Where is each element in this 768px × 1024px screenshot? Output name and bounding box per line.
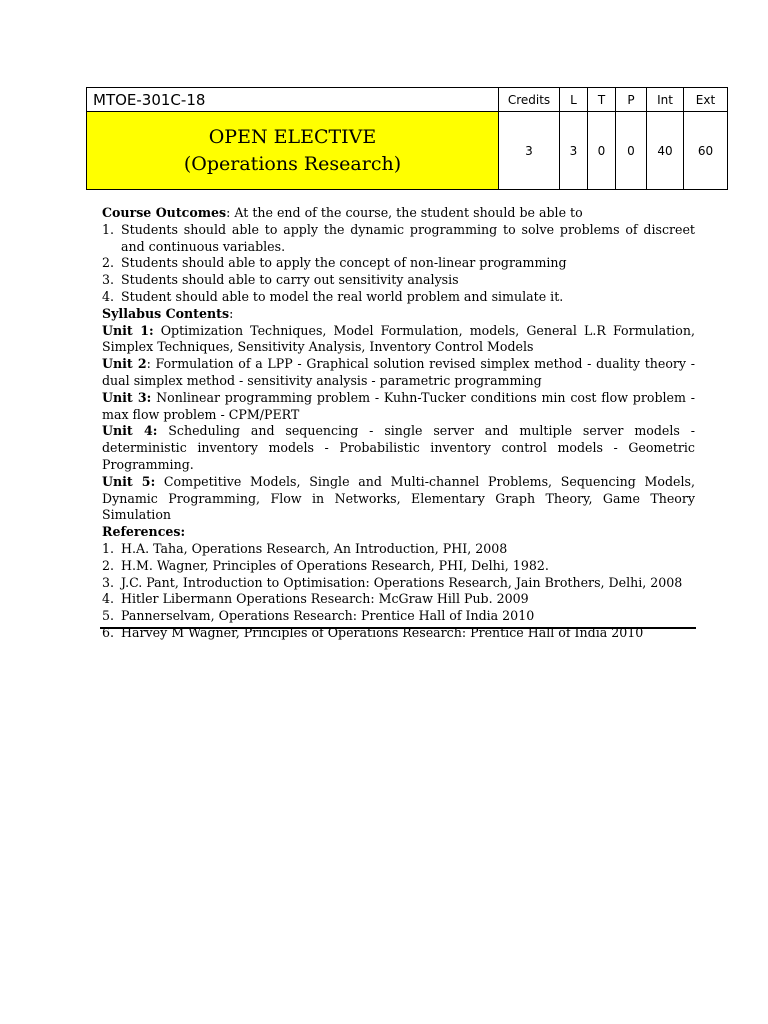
syllabus-label: Syllabus Contents bbox=[102, 305, 230, 321]
reference-item bbox=[102, 541, 695, 558]
outcome-item bbox=[102, 272, 695, 289]
p-value: 0 bbox=[616, 112, 647, 190]
reference-item bbox=[102, 608, 695, 625]
reference-item bbox=[102, 575, 695, 592]
course-code: MTOE-301C-18 bbox=[87, 88, 499, 112]
unit-label: Unit 1: bbox=[102, 322, 154, 338]
col-ext-header: Ext bbox=[684, 88, 728, 112]
col-t-header: T bbox=[588, 88, 616, 112]
col-credits-header: Credits bbox=[499, 88, 560, 112]
unit-text: Nonlinear programming problem - Kuhn-Tucker conditions min cost flow problem - max flow problem - CPM/PERT bbox=[102, 389, 695, 422]
reference-number: 5. bbox=[102, 608, 115, 624]
unit-label: Unit 4: bbox=[102, 423, 158, 439]
unit-paragraph bbox=[102, 390, 695, 424]
outcome-number: 3. bbox=[102, 272, 115, 288]
outcome-number: 4. bbox=[102, 288, 115, 304]
reference-item bbox=[102, 558, 695, 575]
course-title bbox=[87, 112, 499, 190]
col-l-header: L bbox=[560, 88, 588, 112]
unit-label: Unit 2 bbox=[102, 356, 147, 372]
reference-text: H.M. Wagner, Principles of Operations Research, PHI, Delhi, 1982. bbox=[121, 557, 549, 573]
course-title-line-2: (Operations Research) bbox=[183, 152, 402, 175]
col-int-header: Int bbox=[647, 88, 684, 112]
unit-paragraph bbox=[102, 323, 695, 357]
credits-value: 3 bbox=[499, 112, 560, 190]
int-value: 40 bbox=[647, 112, 684, 190]
reference-text: Hitler Libermann Operations Research: McGraw Hill Pub. 2009 bbox=[121, 591, 529, 607]
outcome-item bbox=[102, 222, 695, 256]
outcome-number: 2. bbox=[102, 255, 115, 271]
outcome-text: Student should able to model the real world problem and simulate it. bbox=[121, 288, 564, 304]
unit-text: Optimization Techniques, Model Formulation, models, General L.R Formulation, Simplex Techniques, Sensitivity Analysis, Inventory Control Models bbox=[102, 322, 695, 355]
reference-number: 1. bbox=[102, 540, 115, 556]
syllabus-heading bbox=[102, 306, 695, 323]
reference-number: 6. bbox=[102, 624, 115, 640]
outcome-text: Students should able to carry out sensitivity analysis bbox=[121, 272, 459, 288]
course-header-table bbox=[86, 87, 728, 190]
reference-item bbox=[102, 591, 695, 608]
unit-paragraph bbox=[102, 356, 695, 390]
course-title-line-1: OPEN ELECTIVE bbox=[208, 125, 377, 148]
unit-text: Competitive Models, Single and Multi-channel Problems, Sequencing Models, Dynamic Programming, Flow in Networks, Elementary Graph Theory, Game Theory Simulation bbox=[102, 473, 695, 523]
unit-label: Unit 3: bbox=[102, 389, 152, 405]
reference-number: 4. bbox=[102, 591, 115, 607]
syllabus-body bbox=[102, 205, 695, 642]
l-value: 3 bbox=[560, 112, 588, 190]
reference-text: Pannerselvam, Operations Research: Prentice Hall of India 2010 bbox=[121, 608, 535, 624]
course-outcomes-label: Course Outcomes bbox=[102, 205, 227, 220]
outcome-item bbox=[102, 255, 695, 272]
bottom-divider bbox=[100, 627, 696, 629]
t-value: 0 bbox=[588, 112, 616, 190]
unit-label: Unit 5: bbox=[102, 473, 156, 489]
unit-paragraph bbox=[102, 474, 695, 524]
unit-text: Scheduling and sequencing - single server and multiple server models - deterministic inventory models - Probabilistic inventory control models - Geometric Programming. bbox=[102, 423, 695, 472]
reference-text: Harvey M Wagner, Principles of Operations Research: Prentice Hall of India 2010 bbox=[121, 624, 644, 640]
col-p-header: P bbox=[616, 88, 647, 112]
syllabus-label-suffix: : bbox=[229, 305, 234, 321]
outcome-text: Students should able to apply the dynamic programming to solve problems of discreet and continuous variables. bbox=[121, 221, 695, 254]
unit-paragraph bbox=[102, 423, 695, 473]
reference-number: 2. bbox=[102, 557, 115, 573]
outcome-text: Students should able to apply the concept of non-linear programming bbox=[121, 255, 567, 271]
reference-text: J.C. Pant, Introduction to Optimisation: Operations Research, Jain Brothers, Delhi, 2008 bbox=[121, 574, 683, 590]
course-outcomes-intro: : At the end of the course, the student should be able to bbox=[226, 205, 583, 220]
reference-number: 3. bbox=[102, 574, 115, 590]
reference-text: H.A. Taha, Operations Research, An Introduction, PHI, 2008 bbox=[121, 540, 508, 556]
course-outcomes-heading bbox=[102, 205, 695, 222]
ext-value: 60 bbox=[684, 112, 728, 190]
outcome-number: 1. bbox=[102, 221, 115, 237]
unit-text: : Formulation of a LPP - Graphical solution revised simplex method - duality theory - dual simplex method - sensitivity analysis - parametric programming bbox=[102, 356, 695, 388]
outcome-item bbox=[102, 289, 695, 306]
references-heading: References: bbox=[102, 524, 186, 540]
